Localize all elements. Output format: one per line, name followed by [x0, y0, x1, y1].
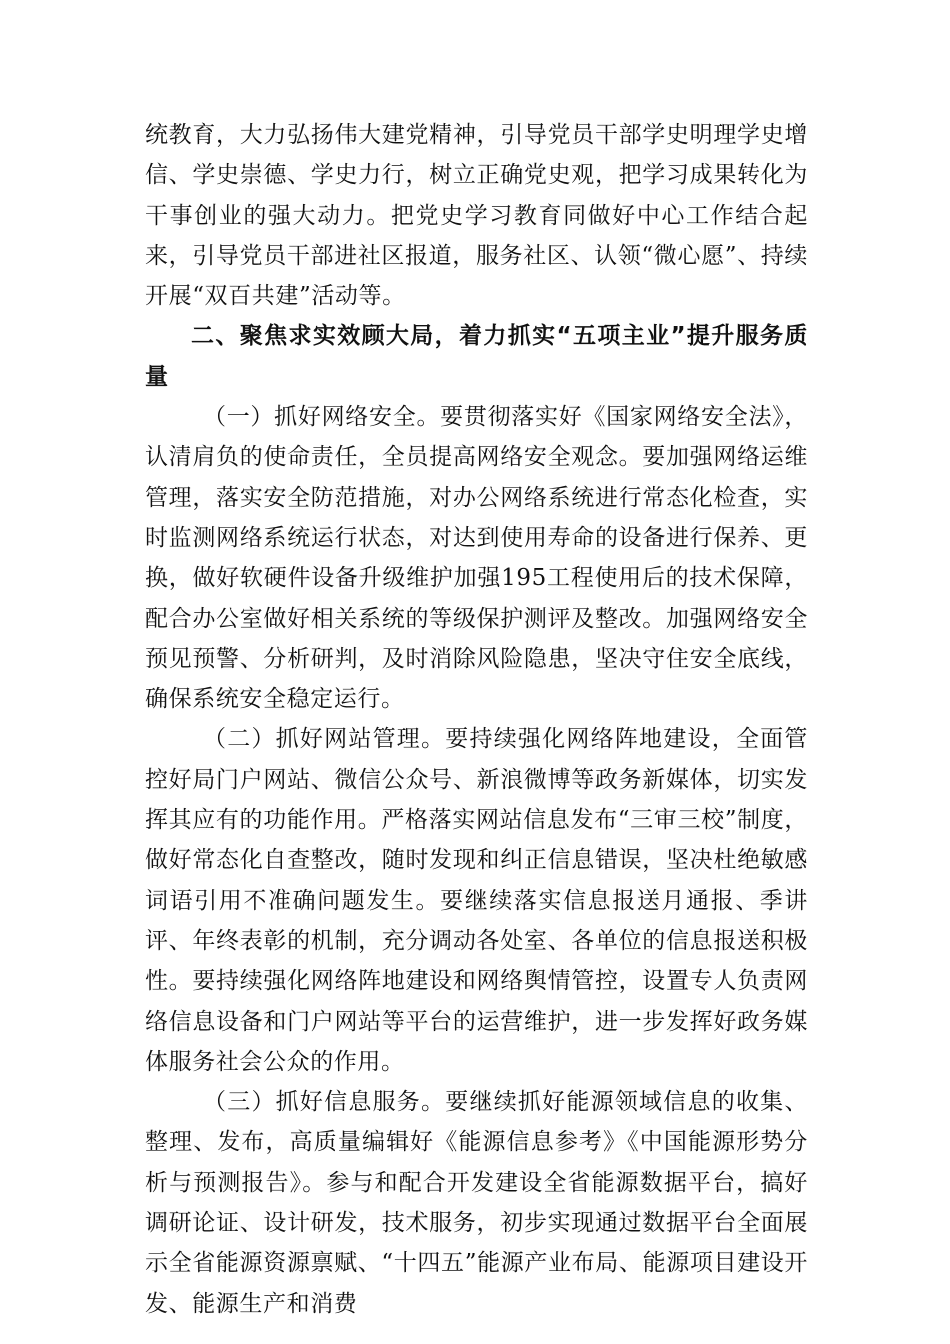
paragraph-lead: （一）抓好网络安全。 [203, 404, 441, 431]
paragraph-continuation: 统教育，大力弘扬伟大建党精神，引导党员干部学史明理学史增信、学史崇德、学史力行，树立正确党史观，把学习成果转化为干事创业的强大动力。把党史学习教育同做好中心工作结合起来，引导党员干部进社区报道，服务社区、认领“微心愿”、持续开展“双百共建”活动等。 [145, 122, 808, 310]
paragraph-information-service [145, 1082, 808, 1324]
paragraph-lead: （三）抓好信息服务。 [203, 1089, 446, 1116]
paragraph-network-security [145, 397, 808, 719]
paragraph-website-management [145, 719, 808, 1082]
paragraph-body: 要持续强化网络阵地建设，全面管控好局门户网站、微信公众号、新浪微博等政务新媒体，切实发挥其应有的功能作用。严格落实网站信息发布“三审三校”制度，做好常态化自查整改，随时发现和纠正信息错误，坚决杜绝敏感词语引用不准确问题发生。要继续落实信息报送月通报、季讲评、年终表彰的机制，充分调动各处室、各单位的信息报送积极性。要持续强化网络阵地建设和网络舆情管控，设置专人负责网络信息设备和门户网站等平台的运营维护，进一步发挥好政务媒体服务社会公众的作用。 [145, 726, 808, 1075]
document-body [145, 115, 808, 1324]
paragraph-body: 要贯彻落实好《国家网络安全法》，认清肩负的使命责任，全员提高网络安全观念。要加强网络运维管理，落实安全防范措施，对办公网络系统进行常态化检查，实时监测网络系统运行状态，对达到使用寿命的设备进行保养、更换，做好软硬件设备升级维护加强195工程使用后的技术保障，配合办公室做好相关系统的等级保护测评及整改。加强网络安全预见预警、分析研判，及时消除风险隐患，坚决守住安全底线，确保系统安全稳定运行。 [145, 404, 808, 713]
paragraph-body: 要继续抓好能源领域信息的收集、整理、发布，高质量编辑好《能源信息参考》《中国能源形势分析与预测报告》。参与和配合开发建设全省能源数据平台，搞好调研论证、设计研发，技术服务，初步实现通过数据平台全面展示全省能源资源禀赋、“十四五”能源产业布局、能源项目建设开发、能源生产和消费 [145, 1089, 808, 1317]
paragraph-lead: （二）抓好网站管理。 [203, 726, 446, 753]
section-heading: 二、聚焦求实效顾大局，着力抓实“五项主业”提升服务质量 [145, 323, 808, 390]
